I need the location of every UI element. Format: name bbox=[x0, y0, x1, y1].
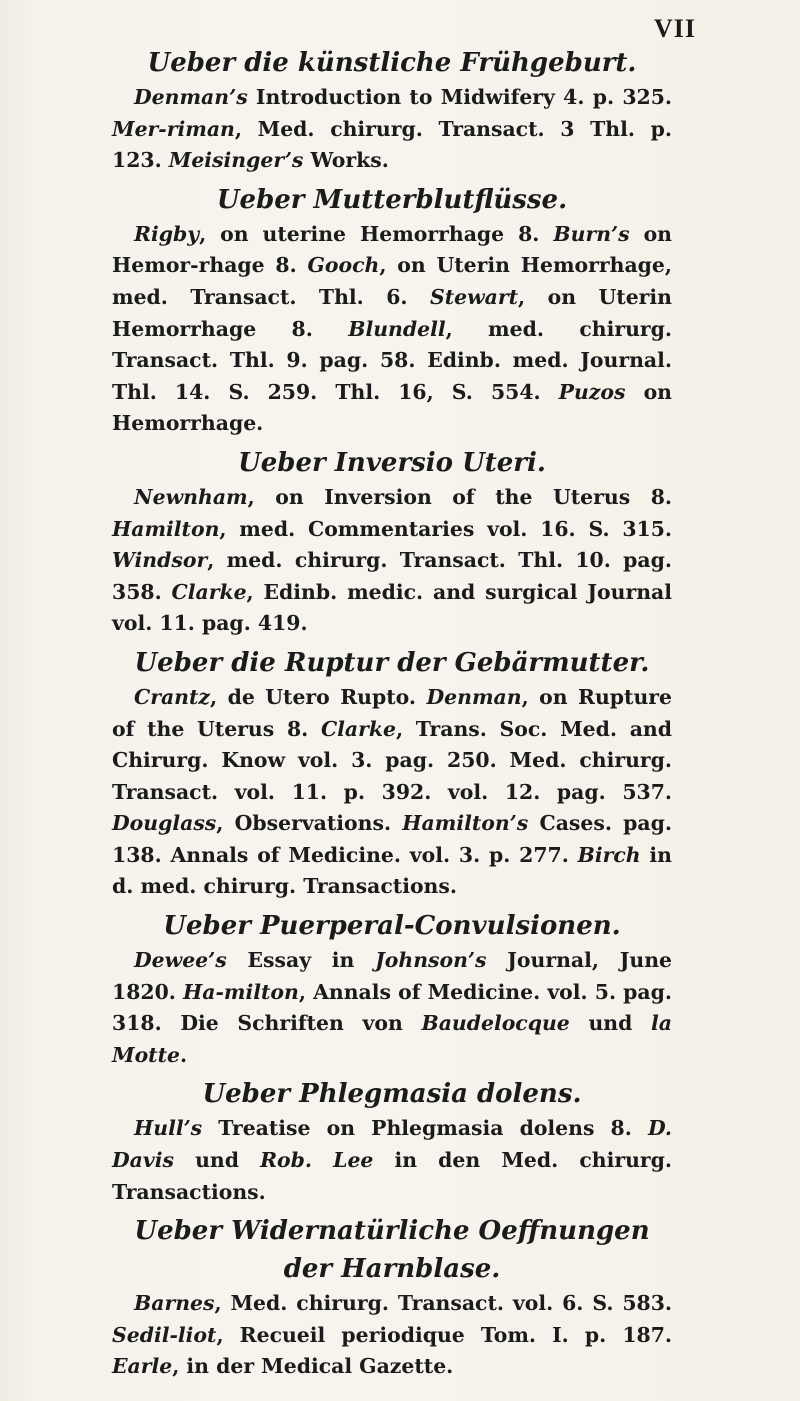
citation-text: Introduction to Midwifery 4. p. 325. bbox=[247, 85, 672, 109]
author: Newnham bbox=[134, 484, 248, 509]
citation-text: und bbox=[569, 1011, 652, 1036]
citation-text: on Hemorrhage. bbox=[112, 379, 672, 436]
author: Rob. Lee bbox=[260, 1148, 374, 1173]
citation-text: , on uterine Hemorrhage 8. bbox=[199, 221, 554, 246]
section-entry bbox=[112, 1113, 672, 1208]
citation-text: , Trans. Soc. Med. and Chirurg. Know vol. 3. pag. 250. Med. chirurg. Transact. vol. 11. p. 392. vol. 12. pag. 537. bbox=[112, 716, 673, 804]
section-heading: Ueber die Ruptur der Gebärmutter. bbox=[134, 647, 650, 678]
section-heading: Ueber Inversio Uteri. bbox=[238, 447, 546, 478]
citation-text: Works. bbox=[303, 148, 389, 173]
author: Sedil-liot bbox=[112, 1322, 217, 1347]
author: Puzos bbox=[558, 379, 626, 404]
section-heading: Ueber Widernatürliche Oeffnungen der Harnblase. bbox=[134, 1216, 650, 1285]
author: Hamilton bbox=[112, 516, 220, 541]
author: Ha-milton bbox=[182, 979, 299, 1004]
author: Burn’s bbox=[553, 221, 630, 246]
citation-text: , de Utero Rupto. bbox=[210, 684, 427, 709]
page-number: VII bbox=[653, 14, 696, 43]
author: Barnes bbox=[134, 1291, 215, 1316]
citation-text: , in der Medical Gazette. bbox=[172, 1354, 454, 1379]
section-heading: Ueber die künstliche Frühgeburt. bbox=[147, 48, 637, 78]
author: Birch bbox=[577, 842, 641, 867]
citation-text: Journal, June 1820. bbox=[112, 948, 672, 1004]
author: Mer-riman bbox=[112, 116, 235, 141]
citation-text: in d. med. chirurg. Transactions. bbox=[112, 842, 672, 899]
author: Denman bbox=[426, 684, 522, 709]
citation-text: on Hemor-rhage 8. bbox=[112, 221, 673, 278]
citation-text: , Observations. bbox=[216, 811, 403, 836]
citation-text: , med. chirurg. Transact. Thl. 9. pag. 58. Edinb. med. Journal. Thl. 14. S. 259. Thl. 16, S. 554. bbox=[112, 316, 672, 404]
author: Windsor bbox=[112, 548, 208, 573]
author: Hamilton’s bbox=[402, 811, 529, 836]
section-entry bbox=[112, 1288, 672, 1383]
section-entry bbox=[112, 82, 672, 177]
citation-text: , Annals of Medicine. vol. 5. pag. 318. Die Schriften von bbox=[112, 979, 672, 1036]
citation-text: , on Uterin Hemorrhage, med. Transact. Thl. 6. bbox=[112, 253, 672, 309]
author: Meisinger’s bbox=[168, 148, 304, 173]
author: Stewart bbox=[430, 284, 519, 309]
author: Gooch bbox=[307, 253, 380, 278]
author: Earle bbox=[112, 1354, 173, 1379]
author: Clarke bbox=[171, 579, 247, 604]
citation-text: , Med. chirurg. Transact. 3 Thl. p. 123. bbox=[112, 116, 672, 173]
author: Dewee’s bbox=[134, 948, 227, 973]
author: Rigby bbox=[134, 221, 200, 246]
citation-text: Cases. pag. 138. Annals of Medicine. vol. 3. p. 277. bbox=[112, 811, 672, 867]
citation-text: Treatise on Phlegmasia dolens 8. bbox=[202, 1116, 648, 1141]
section-heading: Ueber Mutterblutflüsse. bbox=[216, 184, 568, 215]
citation-text: , med. Commentaries vol. 16. S. 315. bbox=[219, 516, 672, 541]
citation-text: , Med. chirurg. Transact. vol. 6. S. 583. bbox=[214, 1291, 672, 1316]
page-content bbox=[112, 44, 672, 1387]
citation-text: in den Med. chirurg. Transactions. bbox=[112, 1148, 672, 1204]
section-entry bbox=[112, 482, 672, 640]
author: Denman’s bbox=[134, 85, 248, 109]
author: Johnson’s bbox=[375, 948, 487, 973]
author: Blundell bbox=[348, 316, 446, 341]
citation-text: , on Uterin Hemorrhage 8. bbox=[112, 284, 672, 341]
author: Clarke bbox=[320, 716, 396, 741]
author: Crantz bbox=[134, 684, 211, 709]
section-entry bbox=[112, 682, 672, 903]
citation-text: Essay in bbox=[226, 948, 376, 973]
author: Douglass bbox=[112, 811, 217, 836]
citation-text: , on Rupture of the Uterus 8. bbox=[112, 684, 673, 741]
citation-text: , med. chirurg. Transact. Thl. 10. pag. 358. bbox=[112, 548, 672, 604]
author: Baudelocque bbox=[421, 1011, 570, 1036]
citation-text: und bbox=[173, 1148, 261, 1173]
citation-text: . bbox=[179, 1042, 188, 1067]
section-entry bbox=[112, 219, 672, 440]
citation-text: , Recueil periodique Tom. I. p. 187. bbox=[216, 1322, 672, 1347]
author: la Motte bbox=[112, 1011, 672, 1067]
author: Hull’s bbox=[134, 1116, 203, 1141]
author: D. Davis bbox=[112, 1116, 672, 1173]
section-heading: Ueber Puerperal-Convulsionen. bbox=[163, 911, 621, 942]
citation-text: , Edinb. medic. and surgical Journal vol. 11. pag. 419. bbox=[112, 579, 672, 636]
citation-text: , on Inversion of the Uterus 8. bbox=[247, 484, 672, 509]
section-entry bbox=[112, 945, 672, 1071]
section-heading: Ueber Phlegmasia dolens. bbox=[202, 1079, 582, 1110]
